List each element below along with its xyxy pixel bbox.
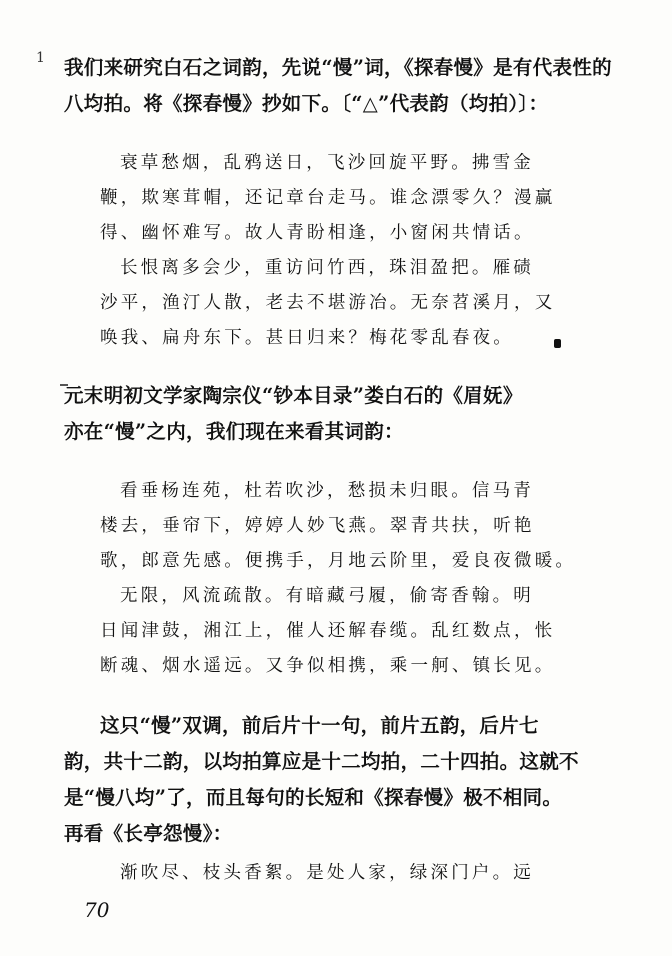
poem-line: 楼去，垂帘下，婷婷人妙飞燕。翠青共扶，听艳 bbox=[100, 516, 535, 536]
text-line: 韵，共十二韵，以均拍算应是十二均拍，二十四拍。这就不 bbox=[64, 750, 579, 773]
ink-dot bbox=[554, 339, 561, 348]
poem-meiwu bbox=[100, 474, 580, 684]
paragraph-analysis bbox=[64, 708, 620, 852]
text-line: 这只“慢”双调，前后片十一句，前片五韵，后片七 bbox=[100, 714, 539, 737]
poem-line: 唤我、扁舟东下。甚日归来？梅花零乱春夜。 bbox=[100, 328, 514, 348]
paragraph-intro bbox=[64, 50, 620, 122]
poem-line: 得、幽怀难写。故人青盼相逢，小窗闲共情话。 bbox=[100, 223, 535, 243]
poem-line: 长恨离多会少，重访问竹西，珠泪盈把。雁碛 bbox=[120, 258, 534, 278]
poem-line: 歌，郎意先感。便携手，月地云阶里，爱良夜微暖。 bbox=[100, 551, 577, 571]
text-line: 是“慢八均”了，而且每句的长短和《探春慢》极不相同。 bbox=[64, 786, 563, 809]
poem-changtingyuan bbox=[120, 856, 580, 891]
poem-line: 断魂、烟水遥远。又争似相携，乘一舸、镇长见。 bbox=[100, 656, 556, 676]
poem-line: 衰草愁烟，乱鸦送日，飞沙回旋平野。拂雪金 bbox=[120, 153, 534, 173]
poem-line: 看垂杨连苑，杜若吹沙，愁损未归眼。信马青 bbox=[120, 481, 534, 501]
margin-mark: 1 bbox=[36, 50, 45, 66]
text-line: 八均拍。将《探春慢》抄如下。〔“△”代表韵（均拍）〕： bbox=[64, 92, 549, 115]
text-line: 我们来研究白石之词韵，先说“慢”词，《探春慢》是有代表性的 bbox=[64, 56, 612, 79]
text-line: 再看《长亭怨慢》： bbox=[64, 822, 233, 845]
text-line: 元末明初文学家陶宗仪“钞本目录”娄白石的《眉妩》 bbox=[64, 384, 523, 407]
poem-tanchunman bbox=[100, 146, 580, 356]
poem-line: 渐吹尽、枝头香絮。是处人家，绿深门户。远 bbox=[120, 863, 534, 883]
poem-line: 沙平，渔汀人散，老去不堪游冶。无奈苕溪月，又 bbox=[100, 293, 556, 313]
poem-line: 日闻津鼓，湘江上，催人还解春缆。乱红数点，怅 bbox=[100, 621, 556, 641]
paragraph-meiwu-intro bbox=[64, 378, 620, 450]
poem-line: 鞭，欺寒茸帽，还记章台走马。谁念漂零久？漫赢 bbox=[100, 188, 556, 208]
text-line: 亦在“慢”之内，我们现在来看其词韵： bbox=[64, 420, 404, 443]
page-number: 70 bbox=[84, 898, 110, 922]
poem-line: 无限，风流疏散。有暗藏弓履，偷寄香翰。明 bbox=[120, 586, 534, 606]
